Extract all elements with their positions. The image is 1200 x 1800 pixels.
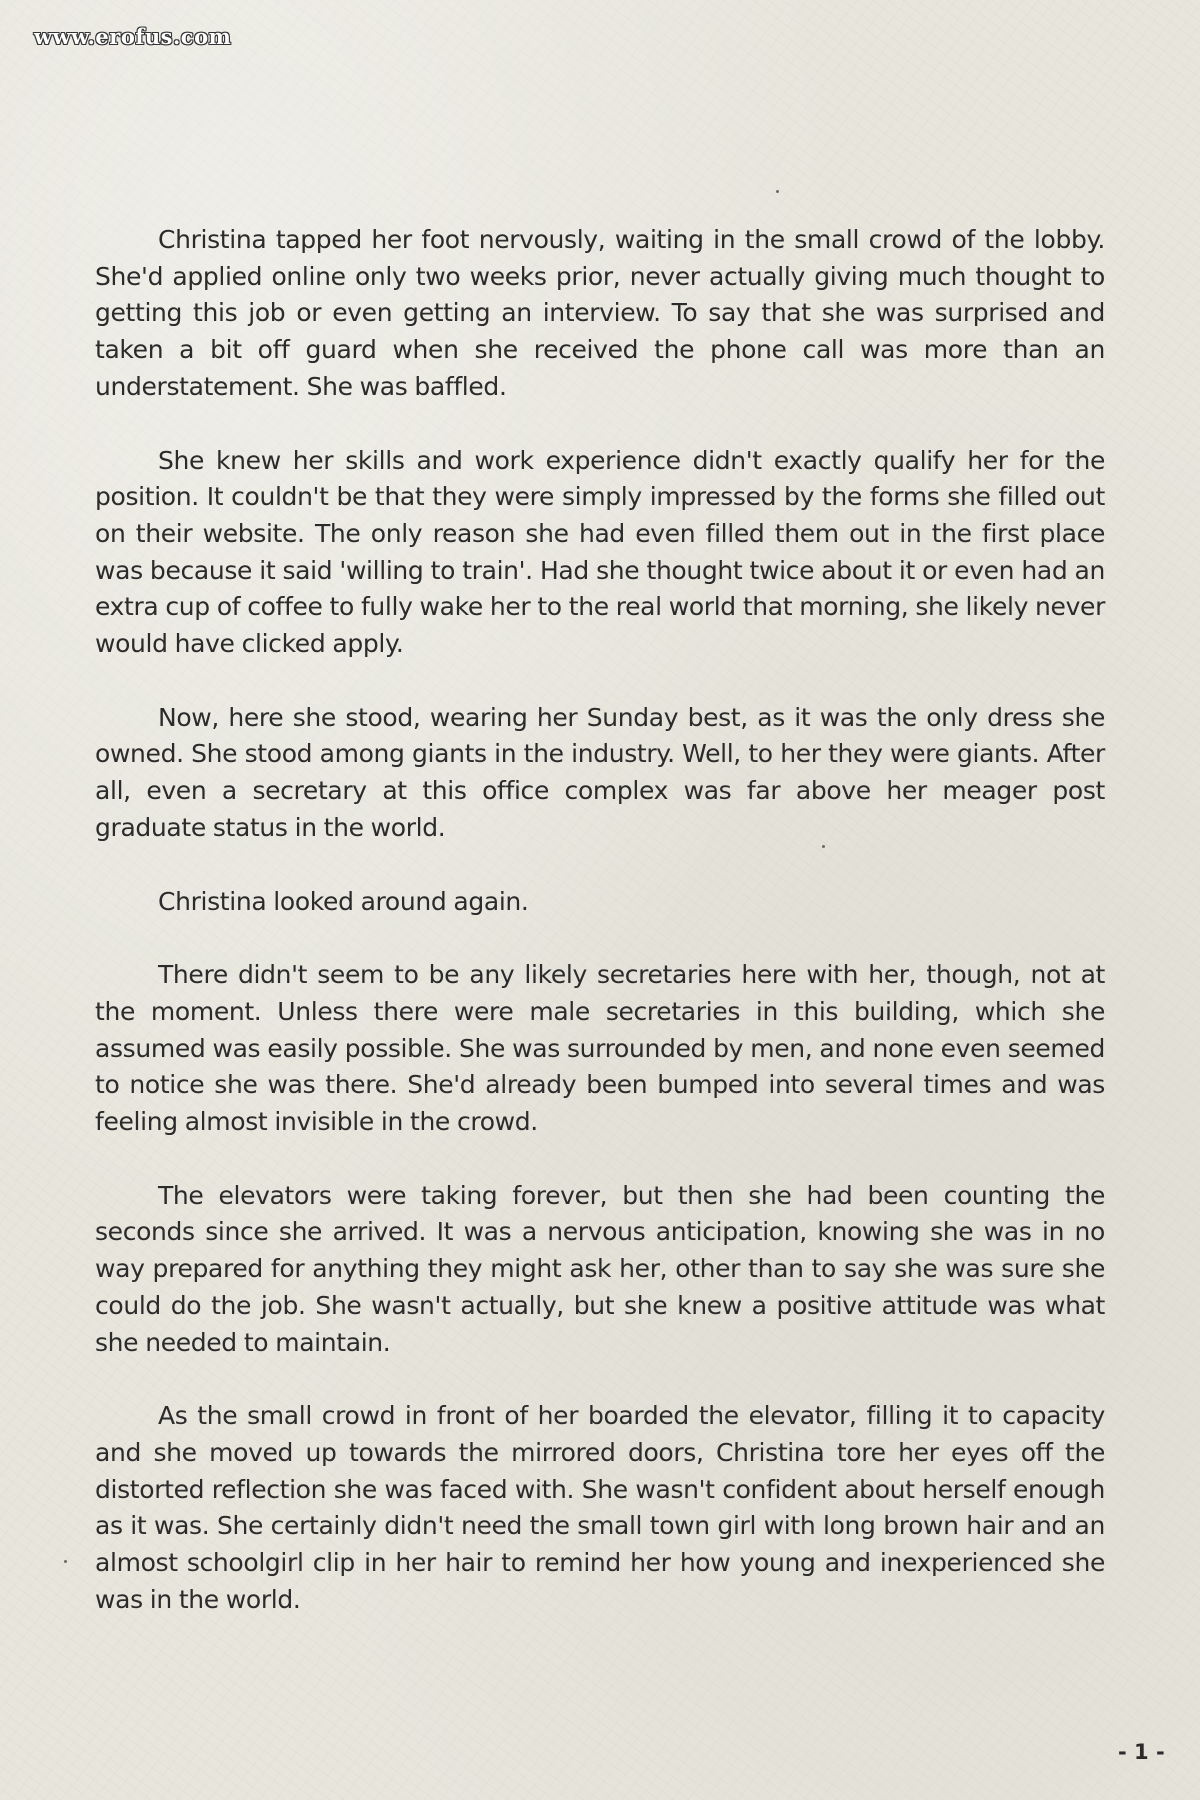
paragraph: Christina tapped her foot nervously, waiting in the small crowd of the lobby. She'd applied online only two weeks prior, never actually giving much thought to getting this job or even getting an interview. To say that she was surprised and taken a bit off guard when she received the phone call was more than an understatement. She was baffled. xyxy=(95,225,1105,401)
paragraph: The elevators were taking forever, but then she had been counting the seconds since she arrived. It was a nervous anticipation, knowing she was in no way prepared for anything they might ask her, other than to say she was sure she could do the job. She wasn't actually, but she knew a positive attitude was what she needed to maintain. xyxy=(95,1180,1105,1357)
page-body xyxy=(95,222,1105,1656)
paragraph: As the small crowd in front of her boarded the elevator, filling it to capacity and she moved up towards the mirrored doors, Christina tore her eyes off the distorted reflection she was faced with. She wasn't confident about herself enough as it was. She certainly didn't need the small town girl with long brown hair and an almost schoolgirl clip in her hair to remind her how young and inexperienced she was in the world. xyxy=(95,1401,1105,1614)
paragraph: There didn't seem to be any likely secretaries here with her, though, not at the moment. Unless there were male secretaries in this building, which she assumed was easily possible. She was surrounded by men, and none even seemed to notice she was there. She'd already been bumped into several times and was feeling almost invisible in the crowd. xyxy=(95,960,1105,1137)
paragraph: Christina looked around again. xyxy=(158,886,529,916)
watermark: www.erofus.com xyxy=(34,24,232,49)
paragraph: She knew her skills and work experience didn't exactly qualify her for the position. It couldn't be that they were simply impressed by the forms she filled out on their website. The only reason she had even filled them out in the first place was because it said 'willing to train'. Had she thought twice about it or even had an extra cup of coffee to fully wake her to the real world that morning, she likely never would have clicked apply. xyxy=(95,445,1105,659)
page-number: - 1 - xyxy=(1118,1740,1165,1764)
paragraph: Now, here she stood, wearing her Sunday best, as it was the only dress she owned. She stood among giants in the industry. Well, to her they were giants. After all, even a secretary at this office complex was far above her meager post graduate status in the world. xyxy=(95,702,1105,842)
paper-speck xyxy=(64,1560,67,1563)
paper-speck xyxy=(776,190,779,193)
